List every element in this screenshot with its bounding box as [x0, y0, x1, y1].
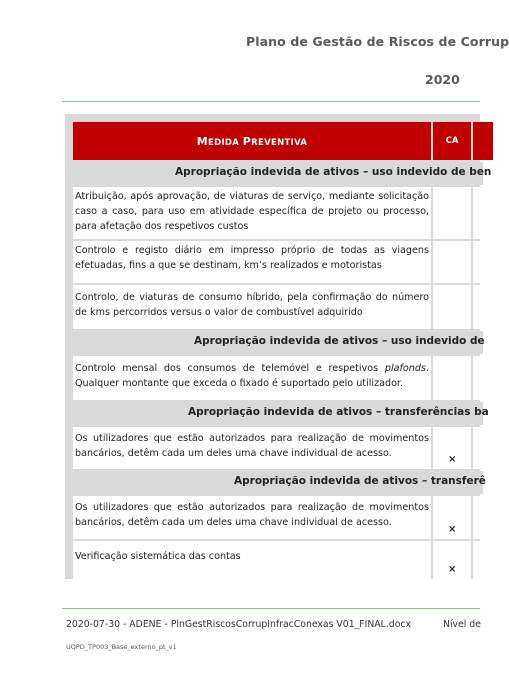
section-header [73, 162, 492, 185]
document-title: Plano de Gestão de Riscos de Corrup [246, 34, 509, 49]
footer-filename: 2020-07-30 - ADENE - PlnGestRiscosCorrupInfracConexas V01_FINAL.docx [66, 619, 412, 630]
column-header-medida-label: MEDIDA PREVENTIVA [196, 134, 308, 148]
measure-text: Os utilizadores que estão autorizados para realização de movimentos bancários, detêm cada um deles uma chave individual de acesso. [73, 427, 431, 469]
next-cell [473, 541, 493, 579]
table-row [73, 541, 483, 579]
column-header-next [473, 122, 493, 160]
next-cell [473, 496, 493, 539]
ca-cell [433, 187, 471, 239]
ca-cell [433, 241, 471, 283]
section-title: Apropriação indevida de ativos – transferências ba [188, 406, 489, 418]
preventive-measures-table [65, 114, 492, 579]
ca-mark: × [448, 564, 457, 575]
table-row [73, 285, 483, 329]
ca-mark: × [448, 524, 457, 535]
measure-text: Controlo e registo diário em impresso próprio de todas as viagens efetuadas, fins a que se destinam, km’s realizados e motoristas [73, 241, 431, 283]
measure-text-part: . Qualquer montante que exceda o fixado é suportado pelo utilizador. [75, 363, 429, 389]
table-row [73, 427, 483, 469]
measure-text: Verificação sistemática das contas [73, 541, 431, 579]
section-header [73, 331, 483, 354]
table-header-row [73, 122, 483, 160]
section-title: Apropriação indevida de ativos – uso indevido de [194, 335, 485, 347]
column-header-medida [73, 122, 431, 160]
measure-text: Atribuição, após aprovação, de viaturas de serviço, mediante solicitação caso a caso, para uso em atividade específica de projeto ou processo, para afetação dos respetivos custos [73, 187, 431, 239]
table-row [73, 496, 483, 539]
footer-classification: Nível de [443, 619, 481, 630]
template-code: UQPD_TP003_Base_externo_pt_v1 [66, 643, 177, 651]
next-cell [473, 241, 493, 283]
next-cell [473, 356, 493, 400]
ca-cell [433, 541, 471, 579]
next-cell [473, 187, 493, 239]
section-header [73, 471, 486, 494]
table-row [73, 187, 483, 239]
ca-cell [433, 356, 471, 400]
header-divider [62, 101, 480, 102]
section-title: Apropriação indevida de ativos – uso indevido de ben [175, 166, 492, 178]
document-year: 2020 [425, 72, 460, 87]
column-header-ca: CA [433, 122, 471, 160]
measure-text: Controlo, de viaturas de consumo híbrido, pela confirmação do número de kms percorridos versus o valor de combustível adquirido [73, 285, 431, 329]
footer-divider [62, 608, 480, 609]
section-title: Apropriação indevida de ativos – transferê [234, 475, 486, 487]
ca-cell [433, 496, 471, 539]
measure-text: Os utilizadores que estão autorizados para realização de movimentos bancários, detêm cada um deles uma chave individual de acesso. [73, 496, 431, 539]
section-header [73, 402, 489, 425]
ca-cell [433, 285, 471, 329]
table-row [73, 356, 483, 400]
measure-text-emphasis: plafonds [384, 363, 426, 374]
table-row [73, 241, 483, 283]
ca-mark: × [448, 454, 457, 465]
measure-text [73, 356, 431, 400]
measure-text-part: Controlo mensal dos consumos de telemóvel e respetivos [75, 363, 385, 374]
next-cell [473, 285, 493, 329]
next-cell [473, 427, 493, 469]
ca-cell [433, 427, 471, 469]
